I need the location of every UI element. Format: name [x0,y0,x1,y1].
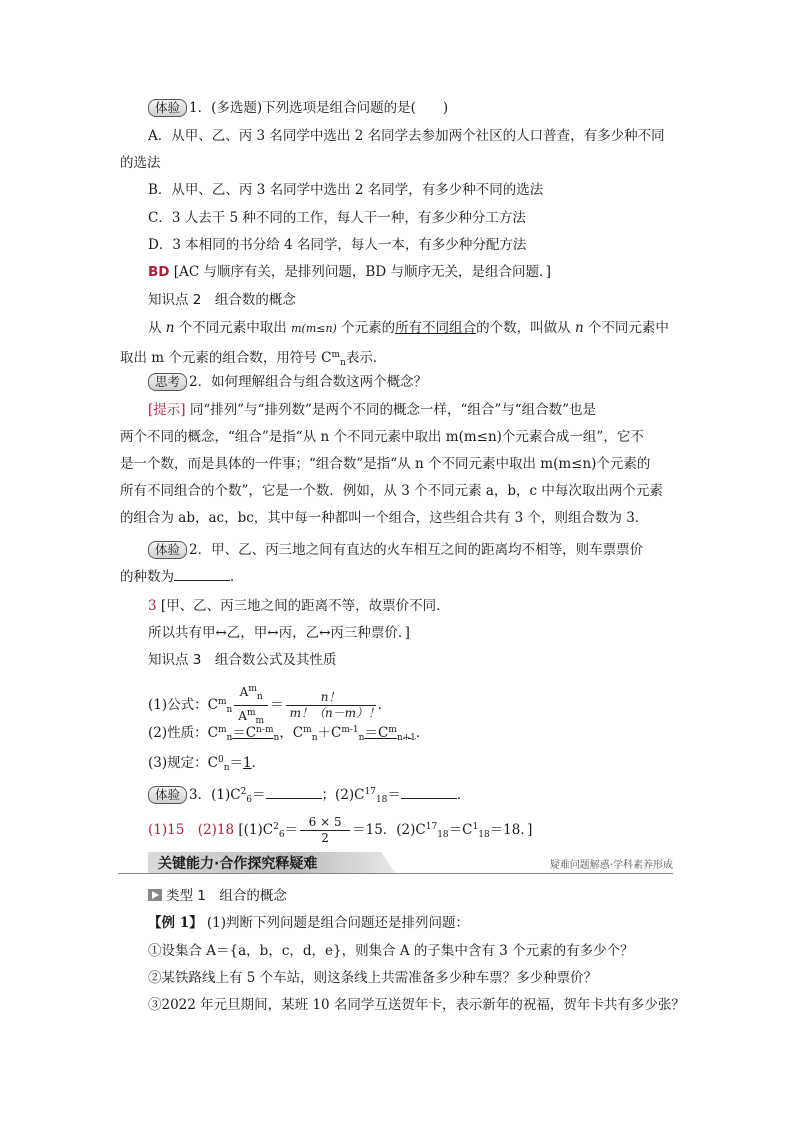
kp2-text: 表示． [345,350,387,366]
prop-text: ，C [279,725,304,741]
kp2-line1 [148,318,669,339]
kp2-text: 个不同元素中取出 [174,320,292,336]
kp2-sup: m [331,350,341,360]
q1-stem-line [148,98,448,118]
ex1-stem-line [148,913,469,933]
formula-text: ． [377,697,392,713]
fraction-factorial [286,690,381,721]
frac-den: 2 [321,831,329,845]
kp3-property [148,720,429,748]
kp2-text: 从 [148,320,166,336]
q3-answer-line [148,812,532,850]
think2-hint-line3: 是一个数，而是具体的一件事；“组合数”是指“从 n 个不同元素中取出 m(m≤n)个元素的 [120,456,651,472]
type1-heading [148,886,287,906]
rule-text: (3)规定：C [148,755,218,771]
ex1-label: 【例 1】 [148,915,203,931]
q3-sup: 1 [472,822,479,832]
section-divider [118,873,673,874]
prop-text: (2)性质：C [148,725,218,741]
frac-den: m！（n－m）！ [289,706,381,720]
q2-stem-line2 [120,567,244,587]
sikao-badge: 思考 [148,373,187,391]
kp2-text: 个元素的 [336,320,396,336]
think2-stem-line [148,372,427,392]
q1-answer: BD [148,264,170,280]
q2-answer-line [148,596,450,616]
frac-num: n！ [286,690,376,706]
kp3-title: 知识点 3 组合数公式及其性质 [148,652,337,668]
prop-sub: n [311,733,318,743]
think2-hint-line1 [148,400,596,420]
formula-sub: n [226,705,233,715]
q3-sub: 18 [437,830,449,840]
q1-stem: 1．(多选题)下列选项是组合问题的是( ) [189,100,449,116]
play-triangle-icon [148,889,162,901]
type1-title: 类型 1 组合的概念 [166,888,287,904]
prop-text: ＝C [232,725,257,741]
q3-sup: 2 [240,787,247,797]
kp2-underlined: 所有不同组合 [395,320,477,336]
q3-sub: 18 [478,830,490,840]
frac-sup: m [246,708,256,718]
q1-option-a-cont: 的选法 [120,155,161,171]
q3-sup: 17 [425,822,438,832]
q2-explain1: [甲、乙、丙三地之间的距离不等，故票价不同． [160,598,450,614]
ex1-stem: (1)判断下列问题是组合问题还是排列问题： [206,915,470,931]
think2-hint-line4: 所有不同组合的个数”，它是一个数．例如，从 3 个不同元素 a，b，c 中每次取出两个元素 [120,483,663,499]
q3-text: ＝ [387,787,401,803]
rule-text: ＝ [229,755,243,771]
section-subtitle: 疑难问题解惑·学科素养形成 [549,860,673,871]
q3-stem-line [148,782,470,810]
q1-option-b: B．从甲、乙、丙 3 名同学中选出 2 名同学，有多少种不同的选法 [148,182,544,198]
q1-option-c: C．3 人去干 5 种不同的工作，每人干一种，有多少种分工方法 [148,210,526,226]
q2-answer: 3 [148,598,157,614]
q3-text: ． [456,787,471,803]
q2-stem-line [148,540,643,560]
q3-text: 3．(1)C [189,787,241,803]
kp2-text: 个不同元素中 [583,320,669,336]
tiyan-badge: 体验 [148,541,187,559]
tiyan-badge: 体验 [148,99,187,117]
ex1-item2: ②某铁路线上有 5 个车站，则这条线上共需准备多少种车票？多少种票价？ [148,970,598,986]
frac-den: A [238,709,247,723]
q3-exp: ＝15．(2)C [352,822,426,838]
tiyan-badge: 体验 [148,786,187,804]
prop-sub: n [273,733,280,743]
kp2-text: 的个数，叫做从 [476,320,575,336]
frac-sub: n [256,692,263,702]
ex1-item3: ③2022 年元旦期间，某班 10 名同学互送贺年卡，表示新年的祝福，贺年卡共有多少张？ [148,997,685,1013]
kp2-title: 知识点 2 组合数的概念 [148,292,296,308]
prop-text: ． [415,725,430,741]
q1-option-d: D．3 本相同的书分给 4 名同学，每人一本，有多少种分配方法 [148,237,527,253]
kp2-sub: n [340,358,346,368]
kp2-line2 [120,345,386,373]
formula-text: (1)公式：C [148,697,218,713]
q3-fraction [300,815,350,846]
q2-explain2: 所以共有甲↔乙，甲↔丙，乙↔丙三种票价．] [148,625,410,641]
answer-blank [401,786,457,799]
section-title: 关键能力·合作探究释疑难 [158,856,318,872]
frac-sub: m [255,716,265,726]
answer-blank [266,786,322,799]
frac-num: 6 × 5 [300,815,350,831]
answer-blank [174,568,230,581]
formula-eq: ＝ [270,697,284,713]
q3-exp: ＝18．] [489,822,533,838]
prop-sup: m [303,725,312,735]
q1-explanation: [AC 与顺序有关，是排列问题，BD 与顺序无关，是组合问题．] [173,264,551,280]
think2-hint-line5: 的组合为 ab，ac，bc，其中每一种都叫一个组合，这些组合共有 3 个，则组合数为 3． [120,510,649,526]
q3-sub: 18 [375,795,388,805]
q3-answer: (1)15 (2)18 [148,822,235,838]
q3-sup: 2 [273,822,279,832]
kp2-text: 取出 m 个元素的组合数，用符号 C [120,350,332,366]
think2-hint-line2: 两个不同的概念，“组合”是指“从 n 个不同元素中取出 m(m≤n)个元素合成一组”，它不 [120,429,644,445]
think2-stem: 2．如何理解组合与组合数这两个概念？ [189,374,428,390]
q3-sub: 6 [278,830,285,840]
q3-sup: 17 [364,787,376,797]
q2-text: 的种数为 [120,569,174,585]
kp2-var-m: m(m≤n) [291,322,337,335]
q3-text: ；(2)C [321,787,365,803]
kp2-var-n: n [165,320,175,336]
prop-sub: n [358,733,365,743]
q3-text: ＝ [252,787,266,803]
q1-answer-line [148,262,551,282]
prop-text: ＋C [317,725,342,741]
q3-exp: [(1)C [238,822,274,838]
frac-num: A [239,685,249,699]
q1-option-a: A．从甲、乙、丙 3 名同学中选出 2 名同学去参加两个社区的人口普查，有多少种不同 [148,128,665,144]
kp2-var-n: n [574,320,584,336]
prop-underlined [364,725,415,741]
prop-sub: n [226,733,233,743]
formula-sup: m [217,697,227,707]
q3-exp: ＝C [448,822,473,838]
prop-sup: n-m [256,725,274,735]
prop-sup: m-1 [341,725,359,735]
ex1-item1: ①设集合 A＝{a，b，c，d，e}，则集合 A 的子集中含有 3 个元素的有多少个？ [148,943,634,959]
hint-label: [提示] [148,402,186,418]
rule-sup: 0 [217,755,224,765]
prop-sup: m [388,725,397,735]
rule-text: ． [251,755,266,771]
rule-value: 1 [242,755,252,771]
prop-text: ＝C [364,725,389,741]
prop-sub: n+1 [396,733,416,743]
hint-text: 同“排列”与“排列数”是两个不同的概念一样，“组合”与“组合数”也是 [189,402,597,418]
q2-stem: 2．甲、乙、丙三地之间有直达的火车相互之间的距离均不相等，则车票票价 [189,542,644,558]
q3-exp: ＝ [284,822,299,838]
rule-sub: n [223,763,230,773]
section-header [118,852,673,876]
q3-sub: 6 [246,795,253,805]
q2-text: ． [230,569,244,585]
frac-sup: m [248,684,257,694]
prop-underlined [232,725,279,741]
prop-sup: m [217,725,227,735]
kp3-rule [148,750,265,778]
